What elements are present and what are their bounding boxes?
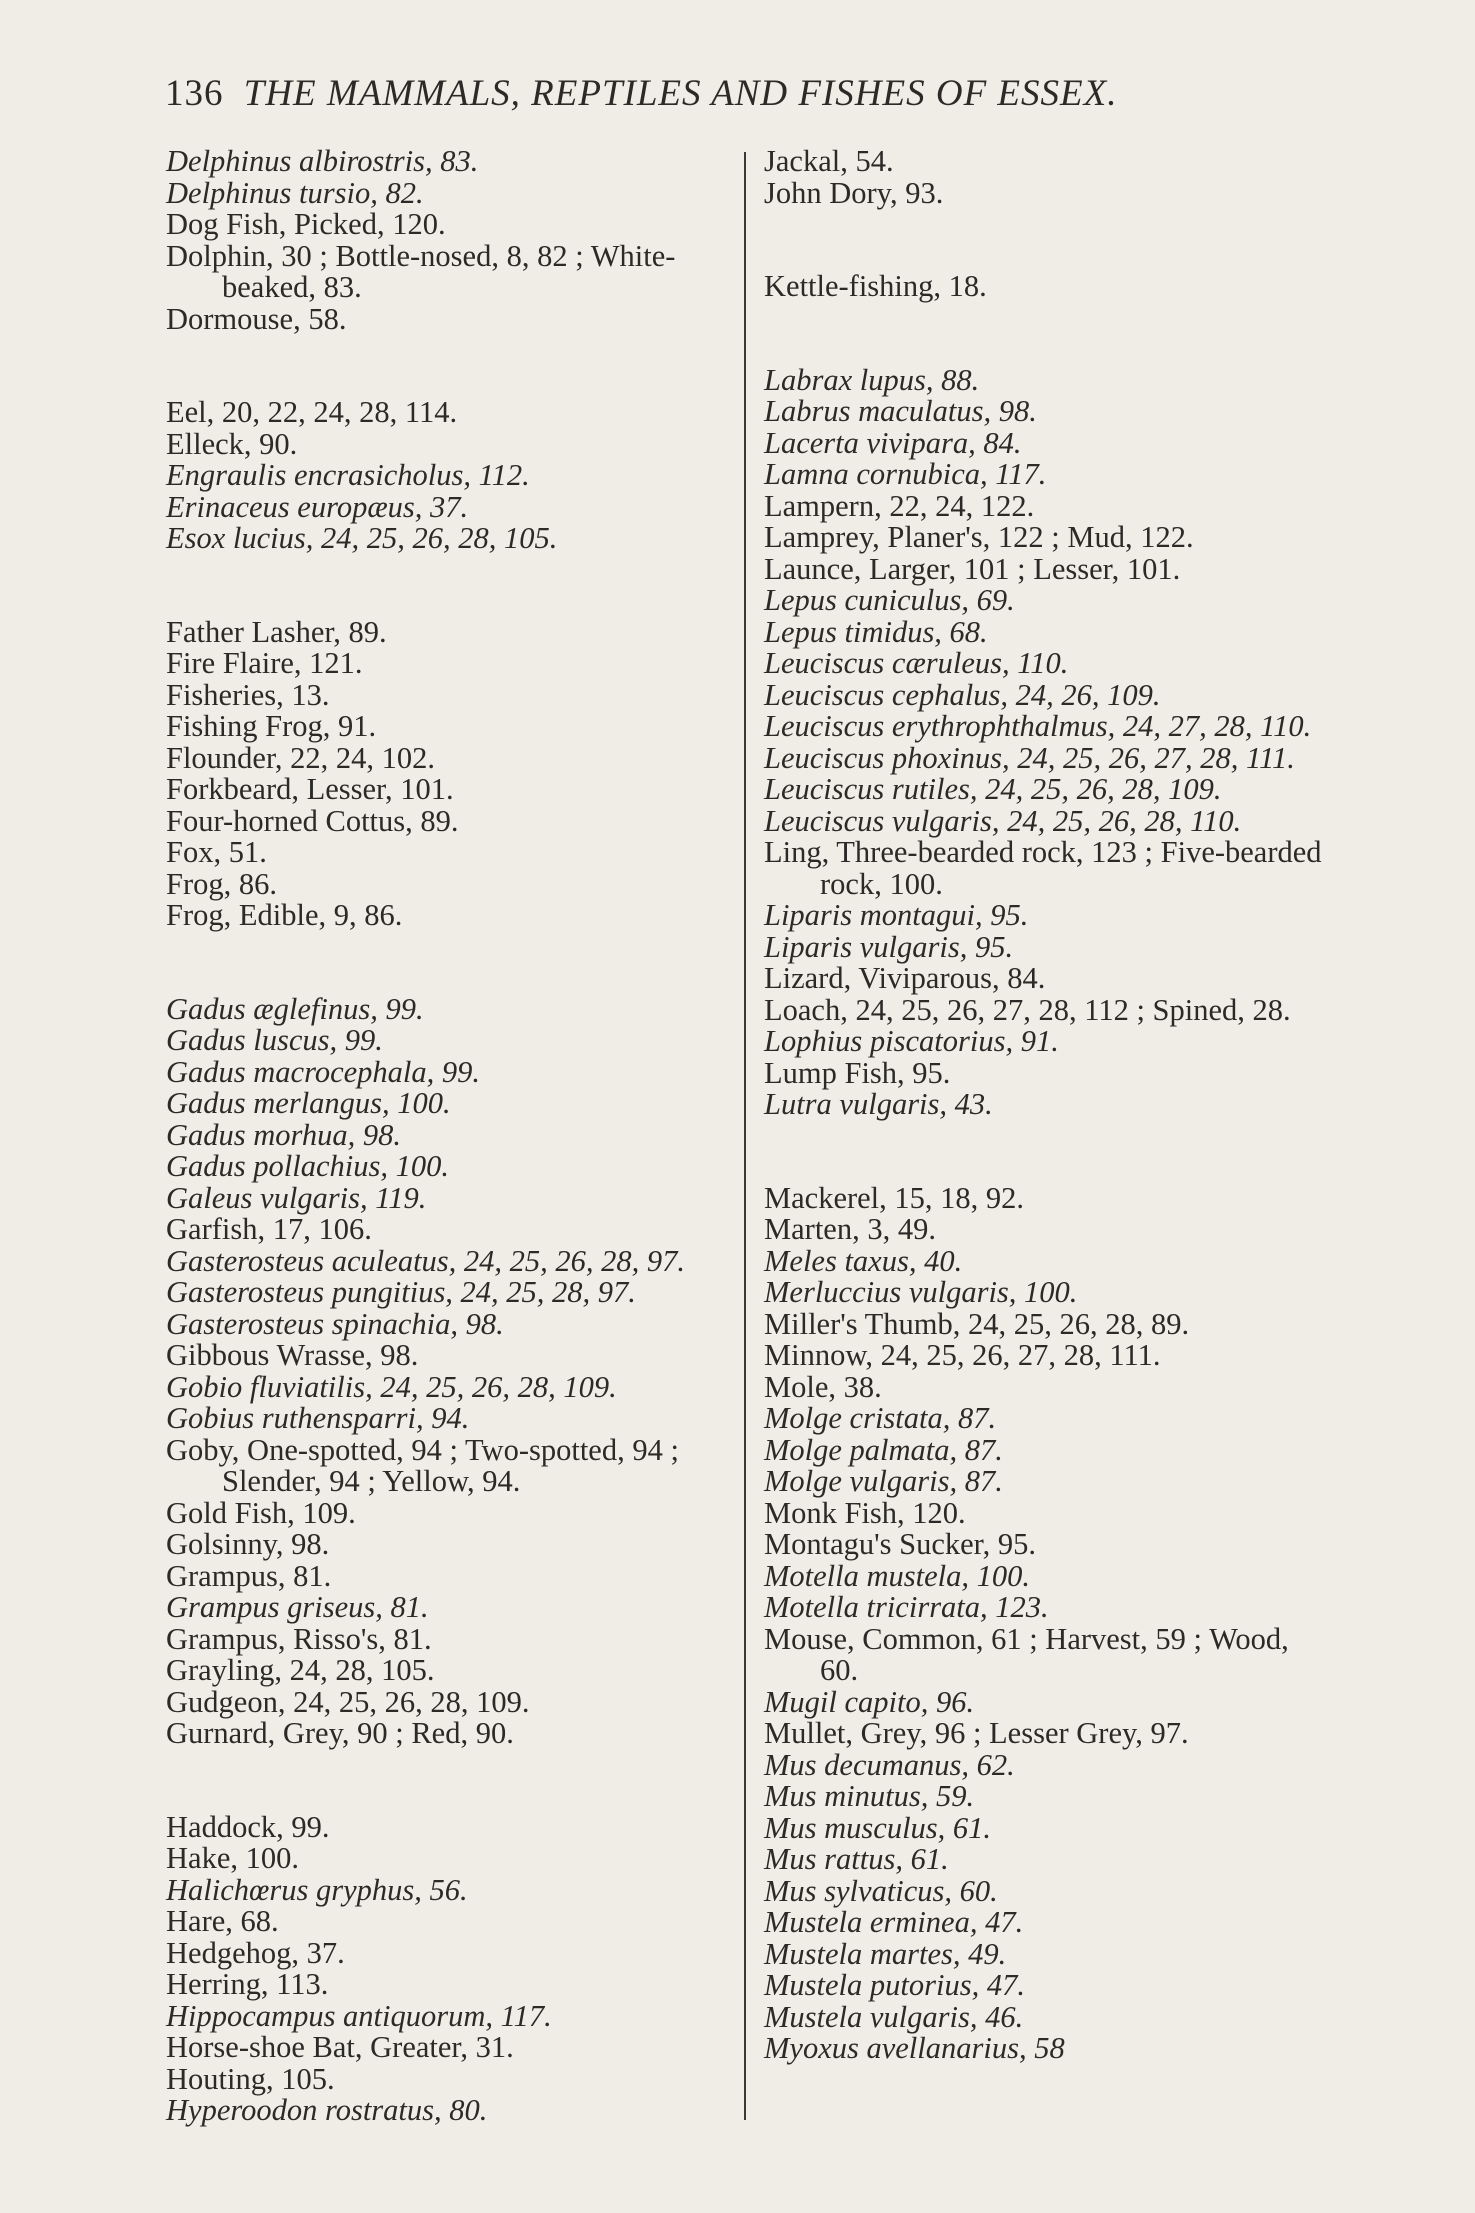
index-column-right — [764, 146, 1334, 2065]
index-entry: Jackal, 54. — [764, 144, 894, 178]
section-gap — [166, 932, 756, 994]
index-entry: Leuciscus rutiles, 24, 25, 26, 28, 109. — [764, 772, 1222, 806]
index-entry: Dog Fish, Picked, 120. — [166, 207, 446, 241]
index-entry: Motella tricirrata, 123. — [764, 1590, 1049, 1624]
index-entry: Erinaceus europæus, 37. — [166, 489, 469, 524]
index-entry: Mustela vulgaris, 46. — [764, 1999, 1024, 2034]
index-entry: Hare, 68. — [166, 1904, 279, 1938]
column-divider — [744, 152, 746, 2120]
index-entry: Leuciscus vulgaris, 24, 25, 26, 28, 110. — [764, 803, 1242, 838]
index-entry: Kettle-fishing, 18. — [764, 269, 987, 303]
index-entry: Leuciscus phoxinus, 24, 25, 26, 27, 28, 111. — [764, 740, 1295, 775]
index-entry: Hyperoodon rostratus, 80. — [166, 2093, 488, 2127]
index-entry: Mustela erminea, 47. — [764, 1905, 1024, 1939]
index-entry: Lutra vulgaris, 43. — [764, 1087, 993, 1121]
index-entry: Herring, 113. — [166, 1967, 329, 2001]
index-entry: Elleck, 90. — [166, 426, 298, 461]
index-entry: Grayling, 24, 28, 105. — [166, 1653, 435, 1687]
index-entry: Mugil capito, 96. — [764, 1684, 975, 1719]
index-entry: Gadus luscus, 99. — [166, 1023, 383, 1057]
index-entry: Four-horned Cottus, 89. — [166, 803, 459, 838]
index-entry: Mackerel, 15, 18, 92. — [764, 1180, 1025, 1215]
index-entry: Galeus vulgaris, 119. — [166, 1180, 427, 1215]
index-entry: Hedgehog, 37. — [166, 1935, 345, 1970]
index-entry: Goby, One-spotted, 94 ; Two-spotted, 94 ; Slender, 94 ; Yellow, 94. — [166, 1432, 679, 1498]
index-entry: Mus minutus, 59. — [764, 1779, 975, 1813]
index-entry: Leuciscus erythrophthalmus, 24, 27, 28, 110. — [764, 709, 1312, 743]
index-entry: Gibbous Wrasse, 98. — [166, 1338, 419, 1372]
index-entry: Delphinus tursio, 82. — [166, 175, 424, 210]
index-entry: Liparis montagui, 95. — [764, 898, 1029, 932]
section-gap — [764, 1121, 1334, 1183]
index-entry: Molge palmata, 87. — [764, 1432, 1003, 1467]
index-entry: Houting, 105. — [166, 2061, 335, 2096]
index-entry: Motella mustela, 100. — [764, 1558, 1030, 1593]
index-entry: Meles taxus, 40. — [764, 1243, 963, 1278]
index-entry: John Dory, 93. — [764, 175, 944, 210]
index-entry: Gadus macrocephala, 99. — [166, 1054, 480, 1089]
index-entry: Gudgeon, 24, 25, 26, 28, 109. — [166, 1684, 530, 1719]
index-entry: Mus sylvaticus, 60. — [764, 1873, 998, 1908]
index-entry: Grampus griseus, 81. — [166, 1590, 429, 1624]
index-entry: Dolphin, 30 ; Bottle-nosed, 8, 82 ; White-beaked, 83. — [166, 238, 676, 304]
index-entry: Loach, 24, 25, 26, 27, 28, 112 ; Spined, 28. — [764, 992, 1291, 1027]
index-entry: Dormouse, 58. — [166, 301, 347, 336]
index-entry: Mullet, Grey, 96 ; Lesser Grey, 97. — [764, 1716, 1189, 1750]
index-entry: Leuciscus cephalus, 24, 26, 109. — [764, 677, 1161, 712]
index-entry: Marten, 3, 49. — [764, 1212, 936, 1246]
index-entry: Gobius ruthensparri, 94. — [166, 1401, 470, 1435]
index-entry: Hippocampus antiquorum, 117. — [166, 1998, 552, 2033]
index-entry: Father Lasher, 89. — [166, 614, 387, 649]
index-entry: Gobio fluviatilis, 24, 25, 26, 28, 109. — [166, 1369, 617, 1404]
index-entry: Myoxus avellanarius, 58 — [764, 2031, 1065, 2065]
index-entry: Engraulis encrasicholus, 112. — [166, 458, 530, 492]
index-entry: Mustela putorius, 47. — [764, 1968, 1025, 2002]
index-entry: Molge vulgaris, 87. — [764, 1464, 1003, 1498]
index-entry: Miller's Thumb, 24, 25, 26, 28, 89. — [764, 1306, 1190, 1341]
index-entry: Mole, 38. — [764, 1369, 882, 1404]
index-entry: Minnow, 24, 25, 26, 27, 28, 111. — [764, 1338, 1161, 1372]
index-entry: Mus decumanus, 62. — [764, 1747, 1015, 1782]
index-entry: Hake, 100. — [166, 1841, 299, 1875]
section-gap — [764, 303, 1334, 365]
index-entry: Gadus merlangus, 100. — [166, 1086, 451, 1120]
index-entry: Montagu's Sucker, 95. — [764, 1527, 1036, 1561]
index-entry: Lepus cuniculus, 69. — [764, 583, 1015, 617]
index-entry: Haddock, 99. — [166, 1809, 330, 1844]
index-entry: Fisheries, 13. — [166, 677, 330, 712]
page-number: 136 — [165, 73, 224, 114]
index-entry: Mouse, Common, 61 ; Harvest, 59 ; Wood, 60. — [764, 1621, 1289, 1687]
index-entry: Horse-shoe Bat, Greater, 31. — [166, 2030, 514, 2064]
index-entry: Delphinus albirostris, 83. — [166, 144, 479, 178]
index-entry: Gasterosteus spinachia, 98. — [166, 1306, 504, 1341]
index-entry: Golsinny, 98. — [166, 1527, 330, 1561]
index-entry: Gasterosteus aculeatus, 24, 25, 26, 28, 97. — [166, 1243, 686, 1278]
index-entry: Labrax lupus, 88. — [764, 362, 980, 397]
index-entry: Fox, 51. — [166, 835, 267, 869]
index-entry: Gasterosteus pungitius, 24, 25, 28, 97. — [166, 1275, 636, 1309]
index-entry: Lamprey, Planer's, 122 ; Mud, 122. — [764, 520, 1194, 554]
index-entry: Ling, Three-bearded rock, 123 ; Five-bearded rock, 100. — [764, 835, 1322, 901]
index-entry: Eel, 20, 22, 24, 28, 114. — [166, 395, 458, 429]
section-gap — [166, 335, 756, 397]
index-entry: Esox lucius, 24, 25, 26, 28, 105. — [166, 521, 558, 555]
index-entry: Lepus timidus, 68. — [764, 614, 988, 649]
index-entry: Forkbeard, Lesser, 101. — [166, 772, 454, 806]
index-entry: Flounder, 22, 24, 102. — [166, 740, 436, 775]
index-entry: Gadus pollachius, 100. — [166, 1149, 449, 1183]
index-entry: Liparis vulgaris, 95. — [764, 929, 1014, 964]
index-entry: Gurnard, Grey, 90 ; Red, 90. — [166, 1716, 514, 1750]
index-entry: Monk Fish, 120. — [764, 1495, 966, 1530]
index-entry: Fire Flaire, 121. — [166, 646, 363, 680]
index-entry: Fishing Frog, 91. — [166, 709, 377, 743]
page-title: THE MAMMALS, REPTILES AND FISHES OF ESSEX. — [243, 73, 1118, 114]
index-entry: Mustela martes, 49. — [764, 1936, 1007, 1971]
index-entry: Lump Fish, 95. — [764, 1055, 951, 1090]
index-entry: Lizard, Viviparous, 84. — [764, 961, 1046, 995]
index-entry: Frog, 86. — [166, 866, 277, 901]
index-column-left — [166, 146, 756, 2127]
index-entry: Mus musculus, 61. — [764, 1810, 992, 1845]
index-entry: Lophius piscatorius, 91. — [764, 1024, 1059, 1058]
index-entry: Gadus æglefinus, 99. — [166, 991, 424, 1026]
index-entry: Lacerta vivipara, 84. — [764, 425, 1022, 460]
index-entry: Gold Fish, 109. — [166, 1495, 356, 1530]
section-gap — [166, 1750, 756, 1812]
index-entry: Garfish, 17, 106. — [166, 1212, 372, 1246]
index-entry: Merluccius vulgaris, 100. — [764, 1275, 1078, 1309]
index-entry: Halichœrus gryphus, 56. — [166, 1872, 468, 1907]
index-entry: Grampus, 81. — [166, 1558, 332, 1593]
index-entry: Gadus morhua, 98. — [166, 1117, 401, 1152]
running-header — [165, 72, 1275, 115]
index-entry: Molge cristata, 87. — [764, 1401, 997, 1435]
index-entry: Lamna cornubica, 117. — [764, 457, 1047, 491]
section-gap — [166, 555, 756, 617]
section-gap — [764, 209, 1334, 271]
index-entry: Mus rattus, 61. — [764, 1842, 949, 1876]
index-entry: Leuciscus cæruleus, 110. — [764, 646, 1069, 680]
index-entry: Frog, Edible, 9, 86. — [166, 898, 403, 932]
index-entry: Lampern, 22, 24, 122. — [764, 488, 1035, 523]
index-entry: Grampus, Risso's, 81. — [166, 1621, 432, 1656]
index-entry: Launce, Larger, 101 ; Lesser, 101. — [764, 551, 1181, 586]
index-entry: Labrus maculatus, 98. — [764, 394, 1037, 428]
